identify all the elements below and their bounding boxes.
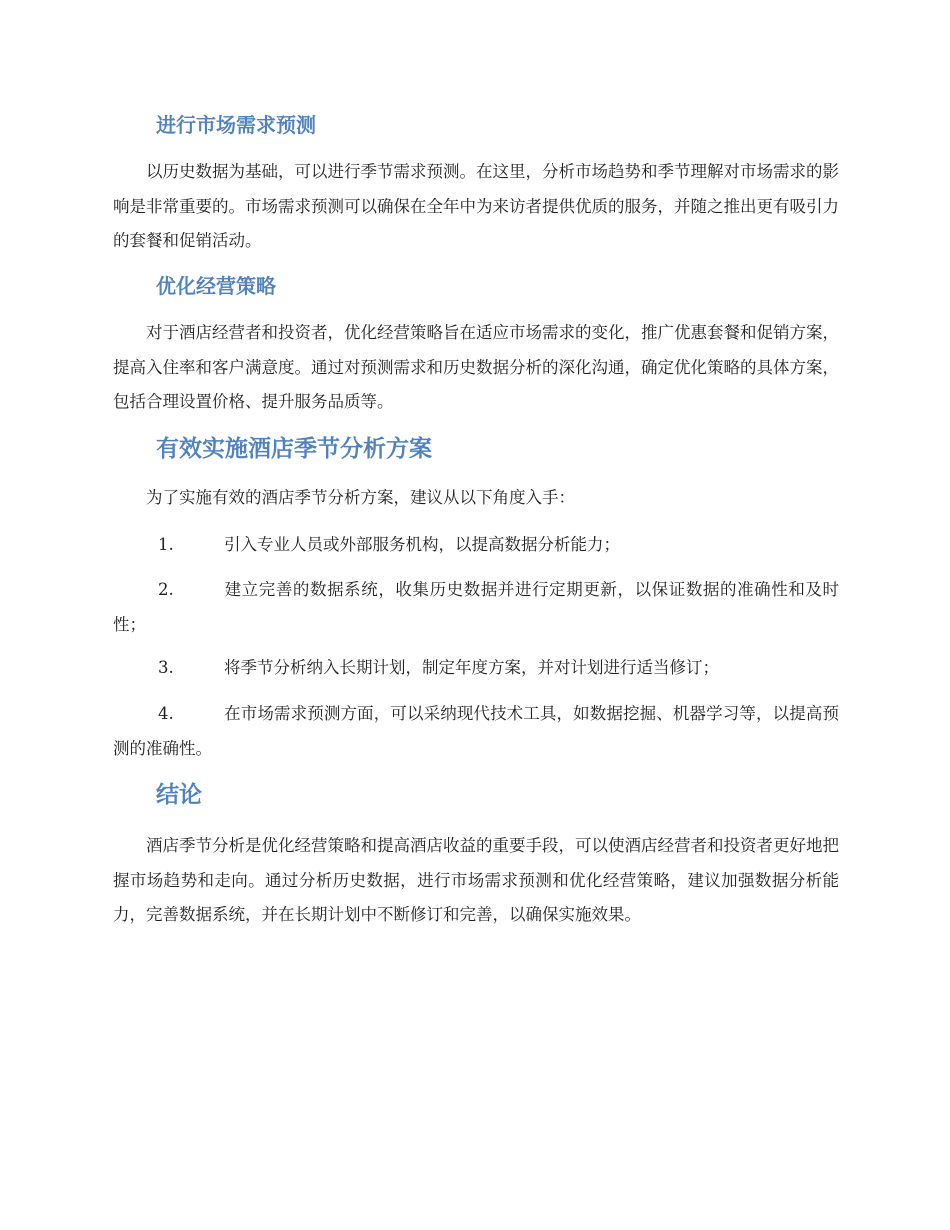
section-paragraph-demand-forecast: 以历史数据为基础，可以进行季节需求预测。在这里，分析市场趋势和季节理解对市场需求的影响是非常重要的。市场需求预测可以确保在全年中为来访者提供优质的服务，并随之推出更有吸引力的套餐和促销活动。	[113, 162, 839, 250]
list-item-text: 在市场需求预测方面，可以采纳现代技术工具，如数据挖掘、机器学习等，以提高预测的准确性。	[113, 704, 839, 758]
implementation-intro: 为了实施有效的酒店季节分析方案，建议从以下角度入手：	[146, 488, 575, 507]
list-item	[113, 651, 839, 686]
list-item-number: 4.	[158, 704, 174, 723]
conclusion-heading: 结论	[156, 782, 202, 808]
list-item	[113, 573, 839, 642]
list-item-number: 1.	[158, 535, 174, 554]
list-item	[113, 528, 839, 563]
conclusion-paragraph: 酒店季节分析是优化经营策略和提高酒店收益的重要手段，可以使酒店经营者和投资者更好地把握市场趋势和走向。通过分析历史数据，进行市场需求预测和优化经营策略，建议加强数据分析能力，完善数据系统，并在长期计划中不断修订和完善，以确保实施效果。	[113, 836, 839, 924]
list-item-text: 将季节分析纳入长期计划，制定年度方案，并对计划进行适当修订；	[224, 658, 719, 677]
section-heading-optimize-strategy: 优化经营策略	[156, 274, 276, 298]
list-item	[113, 697, 839, 766]
list-item-number: 2.	[158, 580, 174, 599]
section-paragraph-optimize-strategy: 对于酒店经营者和投资者，优化经营策略旨在适应市场需求的变化，推广优惠套餐和促销方案，提高入住率和客户满意度。通过对预测需求和历史数据分析的深化沟通，确定优化策略的具体方案，包括合理设置价格、提升服务品质等。	[113, 323, 839, 411]
section-heading-demand-forecast: 进行市场需求预测	[156, 113, 316, 137]
implementation-heading: 有效实施酒店季节分析方案	[156, 436, 432, 462]
list-item-text: 建立完善的数据系统，收集历史数据并进行定期更新，以保证数据的准确性和及时性；	[113, 580, 839, 634]
list-item-number: 3.	[158, 658, 174, 677]
list-item-text: 引入专业人员或外部服务机构，以提高数据分析能力；	[224, 535, 620, 554]
